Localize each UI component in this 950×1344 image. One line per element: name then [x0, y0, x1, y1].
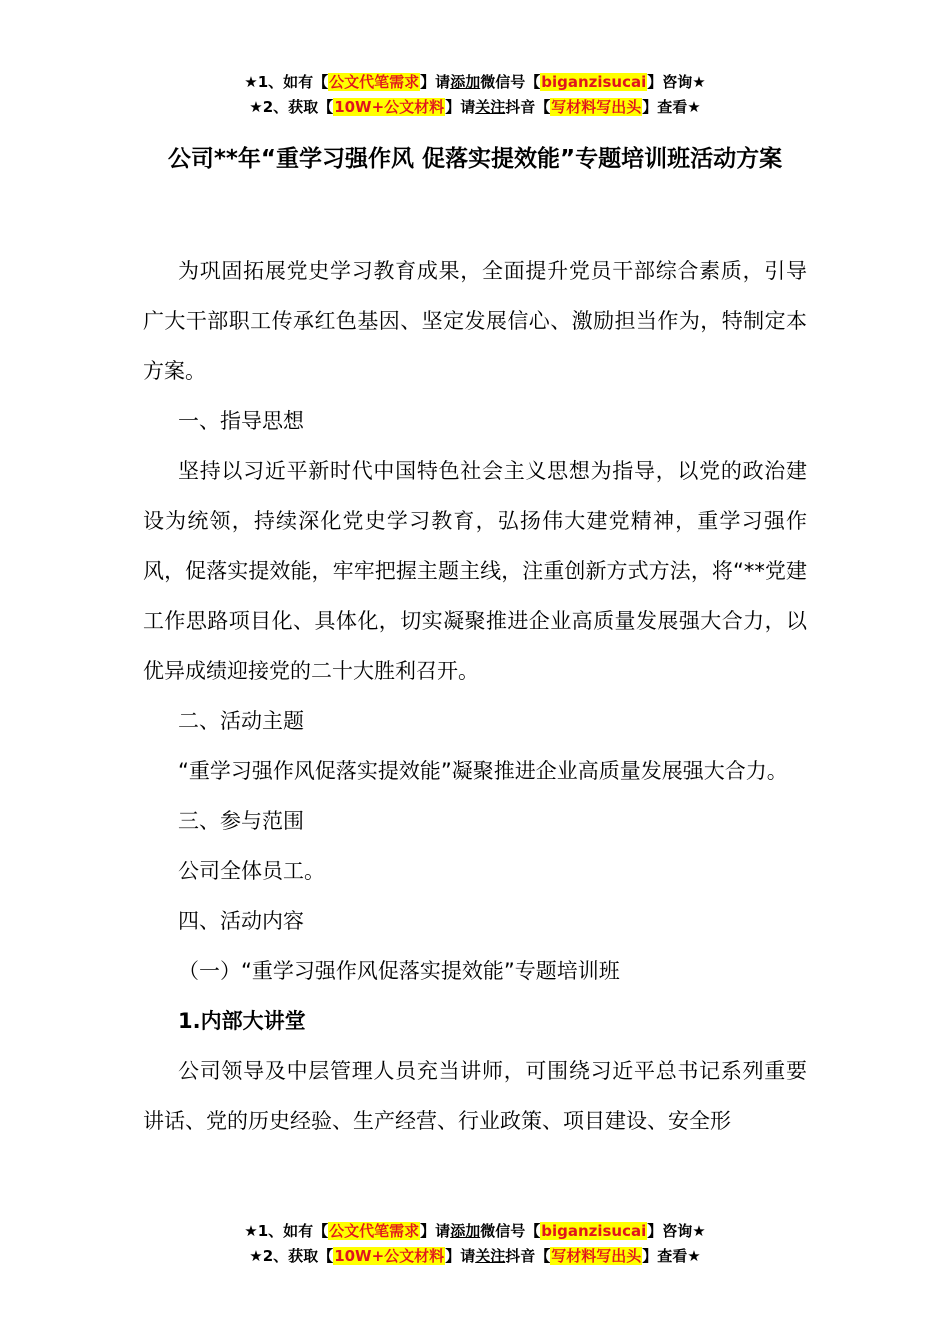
highlight-service: 公文代笔需求	[329, 1222, 420, 1240]
highlight-materials: 10W+公文材料	[334, 1247, 445, 1265]
highlight-wechat-id: biganzisucai	[541, 1222, 647, 1240]
section-heading-scope: 三、参与范围	[178, 809, 304, 833]
highlight-materials: 10W+公文材料	[334, 98, 445, 116]
theme-paragraph: “重学习强作风促落实提效能”凝聚推进企业高质量发展强大合力。	[178, 759, 788, 783]
promo-line-1: ★1、如有【公文代笔需求】请添加微信号【biganzisucai】咨询★	[244, 1222, 706, 1240]
promo-line-1: ★1、如有【公文代笔需求】请添加微信号【biganzisucai】咨询★	[244, 73, 706, 91]
highlight-wechat-id: biganzisucai	[541, 73, 647, 91]
document-title: 公司**年“重学习强作风 促落实提效能”专题培训班活动方案	[167, 146, 783, 172]
section-heading-theme: 二、活动主题	[178, 709, 304, 733]
highlight-douyin-account: 写材料写出头	[551, 98, 642, 116]
scope-paragraph: 公司全体员工。	[178, 859, 325, 883]
promo-banner-top	[0, 70, 950, 120]
subsection-heading-training: （一）“重学习强作风促落实提效能”专题培训班	[178, 959, 620, 983]
guiding-ideology-paragraph: 坚持以习近平新时代中国特色社会主义思想为指导，以党的政治建设为统领，持续深化党史学习教育，弘扬伟大建党精神，重学习强作风，促落实提效能，牢牢把握主题主线，注重创新方式方法，将“**党建工作思路项目化、具体化，切实凝聚推进企业高质量发展强大合力，以优异成绩迎接党的二十大胜利召开。	[143, 459, 807, 683]
promo-line-2: ★2、获取【10W+公文材料】请关注抖音【写材料写出头】查看★	[249, 1247, 701, 1265]
highlight-service: 公文代笔需求	[329, 73, 420, 91]
item-heading-lecture: 1.内部大讲堂	[178, 1009, 306, 1033]
highlight-douyin-account: 写材料写出头	[551, 1247, 642, 1265]
document-body	[143, 246, 807, 1146]
section-heading-guiding-ideology: 一、指导思想	[178, 409, 304, 433]
lecture-paragraph: 公司领导及中层管理人员充当讲师，可围绕习近平总书记系列重要讲话、党的历史经验、生产经营、行业政策、项目建设、安全形	[143, 1059, 807, 1133]
promo-line-2: ★2、获取【10W+公文材料】请关注抖音【写材料写出头】查看★	[249, 98, 701, 116]
promo-banner-bottom	[0, 1219, 950, 1269]
intro-paragraph: 为巩固拓展党史学习教育成果，全面提升党员干部综合素质，引导广大干部职工传承红色基因、坚定发展信心、激励担当作为，特制定本方案。	[143, 259, 807, 383]
section-heading-content: 四、活动内容	[178, 909, 304, 933]
